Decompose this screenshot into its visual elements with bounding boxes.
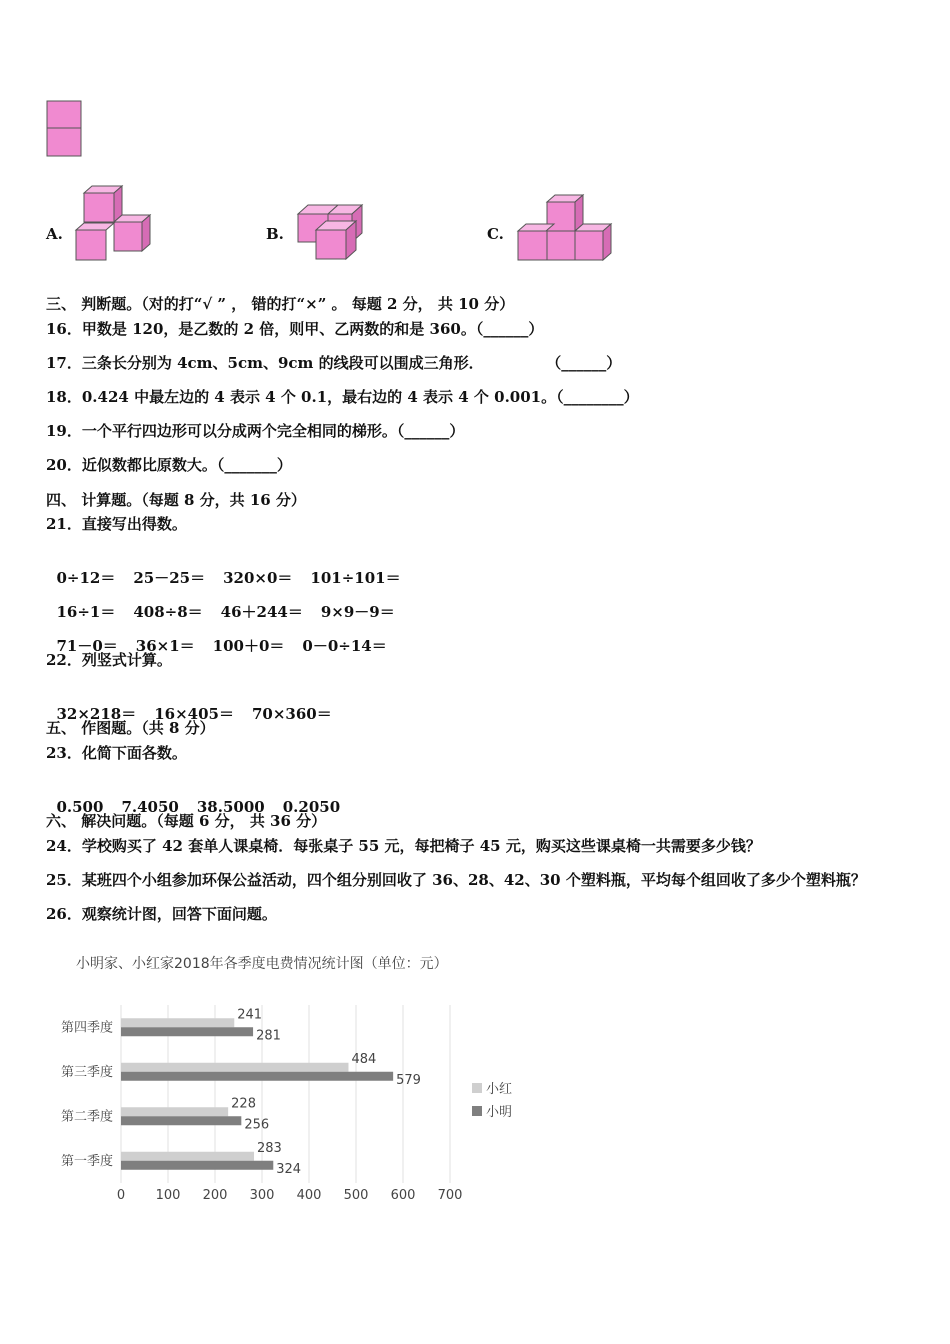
question-24: 24．学校购买了 42 套单人课桌椅．每张桌子 55 元，每把椅子 45 元，购买这些课桌椅一共需要多少钱？	[46, 837, 761, 855]
question-17: 17．三条长分别为 4cm、5cm、9cm 的线段可以围成三角形． （______）	[46, 354, 622, 372]
section4-title: 四、 计算题。（每题 8 分，共 16 分）	[46, 491, 306, 509]
calc-item: 46＋244＝	[220, 603, 303, 621]
calc-item: 32×218＝	[56, 705, 137, 723]
calc-item: 16÷1＝	[56, 603, 116, 621]
chart-title: 小明家、小红家2018年各季度电费情况统计图（单位：元）	[76, 956, 448, 972]
option-c-figure[interactable]	[515, 192, 615, 264]
y-category-label: 第四季度	[60, 1020, 113, 1036]
y-category-label: 第一季度	[60, 1153, 113, 1169]
calc-item: 36×1＝	[135, 637, 195, 655]
question-25: 25．某班四个小组参加环保公益活动，四个组分别回收了 36、28、42、30 个塑料瓶，平均每个组回收了多少个塑料瓶？	[46, 871, 866, 889]
bar-xiaohong	[121, 1107, 228, 1116]
y-category-label: 第三季度	[60, 1064, 113, 1080]
option-b-label: B.	[266, 225, 284, 243]
question-18: 18．0.424 中最左边的 4 表示 4 个 0.1，最右边的 4 表示 4 个 0.001。（________）	[46, 388, 639, 406]
x-tick-label: 200	[202, 1188, 228, 1203]
question-26: 26．观察统计图，回答下面问题。	[46, 905, 277, 923]
data-label: 241	[237, 1007, 263, 1023]
x-tick-label: 400	[296, 1188, 322, 1203]
bar-xiaoming	[121, 1116, 241, 1125]
front-view-figure	[46, 100, 86, 160]
data-label: 281	[256, 1028, 281, 1044]
calc-item: 0÷12＝	[56, 569, 116, 587]
bar-xiaohong	[121, 1152, 254, 1161]
data-label: 228	[231, 1096, 256, 1112]
option-a-figure[interactable]	[74, 183, 154, 263]
question-22: 22．列竖式计算。	[46, 651, 172, 669]
option-c-label: C.	[487, 225, 504, 243]
number-item: 38.5000	[196, 798, 265, 816]
calc-item: 71－0＝	[56, 637, 118, 655]
number-item: 0.500	[56, 798, 104, 816]
bar-xiaoming	[121, 1161, 273, 1170]
data-label: 283	[257, 1140, 282, 1156]
data-label: 484	[351, 1051, 377, 1067]
calc-item: 25－25＝	[133, 569, 206, 587]
view-square-bottom	[47, 128, 81, 156]
option-a-label: A.	[46, 225, 63, 243]
section3-title: 三、 判断题。（对的打“√ ” ， 错的打“×” 。 每题 2 分， 共 10 分）	[46, 295, 515, 313]
calc-item: 16×405＝	[154, 705, 234, 723]
calc-item: 408÷8＝	[133, 603, 203, 621]
bar-xiaoming	[121, 1027, 253, 1036]
view-square-top	[47, 101, 81, 128]
bar-xiaohong	[121, 1063, 348, 1072]
question-19: 19．一个平行四边形可以分成两个完全相同的梯形。（______）	[46, 422, 465, 440]
calc-item: 320×0＝	[223, 569, 293, 587]
bar-xiaoming	[121, 1072, 393, 1081]
data-label: 324	[276, 1161, 302, 1177]
legend-swatch	[472, 1106, 482, 1116]
x-tick-label: 600	[390, 1188, 416, 1203]
data-label: 256	[244, 1117, 270, 1133]
x-tick-label: 300	[249, 1188, 275, 1203]
question-21: 21．直接写出得数。	[46, 515, 187, 533]
number-item: 7.4050	[121, 798, 179, 816]
number-item: 0.2050	[282, 798, 341, 816]
legend-label: 小明	[486, 1105, 513, 1120]
x-tick-label: 500	[343, 1188, 369, 1203]
y-category-label: 第二季度	[60, 1109, 113, 1125]
question-16: 16．甲数是 120，是乙数的 2 倍，则甲、乙两数的和是 360。（______）	[46, 320, 544, 338]
x-tick-label: 0	[116, 1188, 126, 1203]
calc-item: 101÷101＝	[310, 569, 401, 587]
option-b-figure[interactable]	[294, 200, 369, 265]
calc-item: 0－0÷14＝	[302, 637, 387, 655]
question-23: 23．化简下面各数。	[46, 744, 187, 762]
data-label: 579	[396, 1072, 421, 1088]
legend-label: 小红	[486, 1082, 513, 1097]
electricity-bar-chart	[40, 945, 560, 1215]
x-tick-label: 700	[437, 1188, 463, 1203]
x-tick-label: 100	[155, 1188, 181, 1203]
section5-title: 五、 作图题。（共 8 分）	[46, 719, 215, 737]
question-20: 20．近似数都比原数大。（_______）	[46, 456, 292, 474]
calc-item: 70×360＝	[251, 705, 332, 723]
legend-swatch	[472, 1083, 482, 1093]
bar-xiaohong	[121, 1018, 234, 1027]
calc-item: 9×9－9＝	[320, 603, 395, 621]
calc-item: 100＋0＝	[212, 637, 285, 655]
section6-title: 六、 解决问题。（每题 6 分， 共 36 分）	[46, 812, 327, 830]
